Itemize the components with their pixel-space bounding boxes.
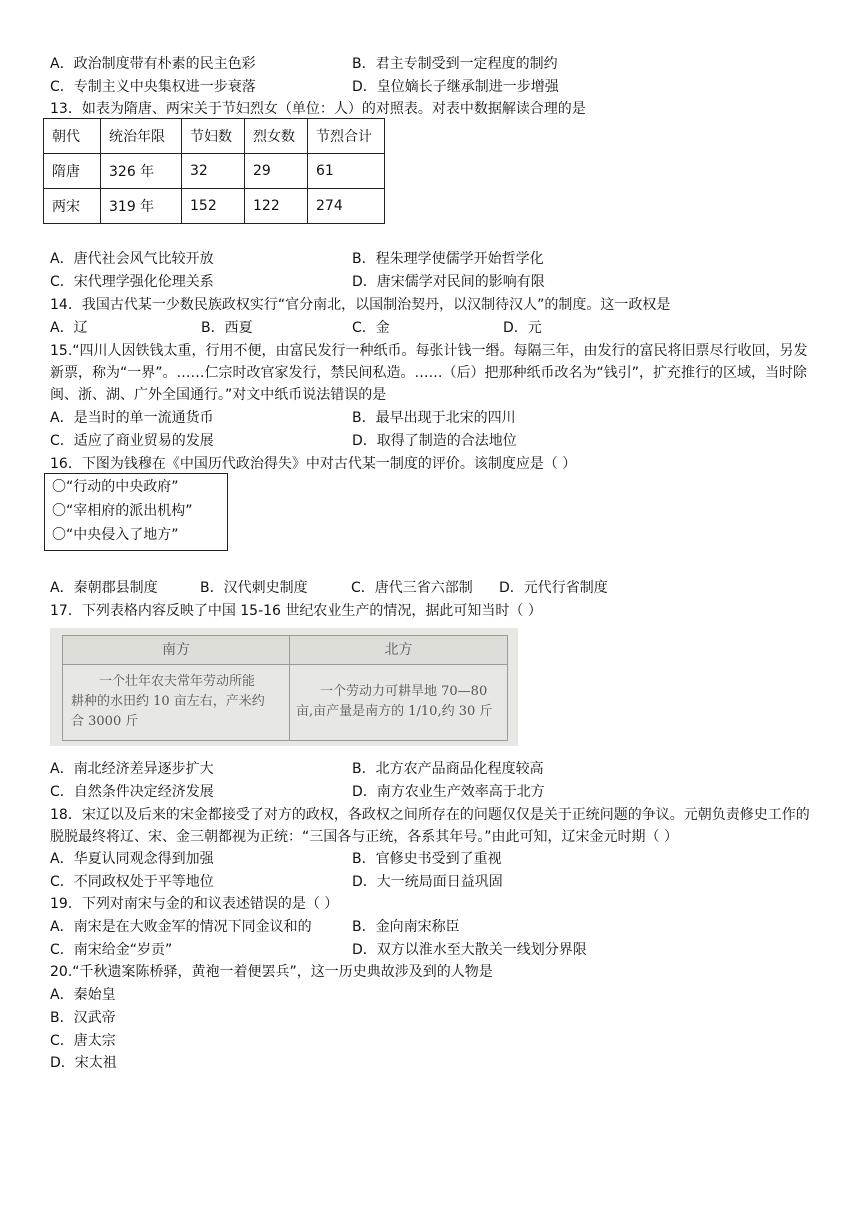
table-cell: 29	[245, 154, 308, 189]
q17-divider	[289, 636, 290, 740]
table-row	[44, 189, 385, 224]
table-cell: 61	[308, 154, 385, 189]
q16-box-line: 〇“行动的中央政府”	[52, 479, 179, 495]
q15-stem: 15.“四川人因铁钱太重，行用不便，由富民发行一种纸币。每张计钱一缗。每隔三年，由发行的富民将旧票尽行收回，另发新票，称为“一界”。……仁宗时改官家发行，禁民间私造。……（后）把那种纸币改名为“钱引”，扩充推行的区域，当时除闽、浙、湖、广外全国通行。”对文中纸币说法错误的是	[50, 343, 808, 403]
q15-option-c[interactable]: C．适应了商业贸易的发展	[50, 433, 214, 449]
q16-stem: 16．下图为钱穆在《中国历代政治得失》中对古代某一制度的评价。该制度应是（ ）	[50, 456, 577, 472]
q17-cell-north	[296, 682, 504, 722]
q15-options-row-2	[50, 431, 830, 453]
q12-option-a[interactable]: A．政治制度带有朴素的民主色彩	[50, 56, 256, 72]
q18-option-b[interactable]: B．官修史书受到了重视	[352, 851, 502, 867]
q19-option-c[interactable]: C．南宋给金“岁贡”	[50, 942, 173, 958]
q15-option-d[interactable]: D．取得了制造的合法地位	[352, 433, 517, 449]
table-row	[44, 154, 385, 189]
table-cell: 两宋	[44, 189, 101, 224]
q19-option-b[interactable]: B．金向南宋称臣	[352, 919, 460, 935]
q17-table-image	[50, 628, 518, 746]
q12-option-c[interactable]: C．专制主义中央集权进一步衰落	[50, 79, 256, 95]
q16-options-row	[50, 578, 830, 600]
q17-option-b[interactable]: B．北方农产品商品化程度较高	[352, 761, 544, 777]
q13-option-d[interactable]: D．唐宋儒学对民间的影响有限	[352, 274, 545, 290]
q14-option-a[interactable]: A．辽	[50, 320, 88, 336]
q14-stem: 14．我国古代某一少数民族政权实行“官分南北，以国制治契丹，以汉制待汉人”的制度。这一政权是	[50, 297, 671, 313]
q13-option-c[interactable]: C．宋代理学强化伦理关系	[50, 274, 214, 290]
q17-north-line: 亩,亩产量是南方的 1/10,约 30 斤	[296, 704, 493, 719]
q13-option-a[interactable]: A．唐代社会风气比较开放	[50, 251, 214, 267]
q17-south-line: 耕种的水田约 10 亩左右，产米约	[71, 694, 265, 709]
q19-option-d[interactable]: D．双方以淮水至大散关一线划分界限	[352, 942, 587, 958]
table-header-cell: 烈女数	[245, 119, 308, 154]
q16-option-c[interactable]: C．唐代三省六部制	[351, 580, 473, 596]
q18-option-d[interactable]: D．大一统局面日益巩固	[352, 874, 503, 890]
table-cell: 274	[308, 189, 385, 224]
q18-stem: 18．宋辽以及后来的宋金都接受了对方的政权，各政权之间所存在的问题仅仅是关于正统问题的争议。元朝负责修史工作的脱脱最终将辽、宋、金三朝都视为正统：“三国各与正统，各系其年号。”由此可知，辽宋金元时期（ ）	[50, 807, 810, 845]
q17-header-north: 北方	[290, 636, 507, 664]
table-header-cell: 统治年限	[101, 119, 182, 154]
q13-stem: 13．如表为隋唐、两宋关于节妇烈女（单位：人）的对照表。对表中数据解读合理的是	[50, 101, 586, 117]
q16-box-line: 〇“中央侵入了地方”	[52, 527, 179, 543]
q12-options-row-1	[50, 54, 830, 76]
q15-option-a[interactable]: A．是当时的单一流通货币	[50, 410, 214, 426]
q12-option-d[interactable]: D．皇位嫡长子继承制进一步增强	[352, 79, 559, 95]
q16-option-b[interactable]: B．汉代刺史制度	[200, 580, 308, 596]
q20-option-b[interactable]: B．汉武帝	[50, 1010, 116, 1026]
table-header-cell: 朝代	[44, 119, 101, 154]
q16-option-a[interactable]: A．秦朝郡县制度	[50, 580, 158, 596]
q12-option-b[interactable]: B．君主专制受到一定程度的制约	[352, 56, 558, 72]
q15-option-b[interactable]: B．最早出现于北宋的四川	[352, 410, 516, 426]
q12-options-row-2	[50, 77, 830, 99]
table-header-cell: 节烈合计	[308, 119, 385, 154]
table-cell: 122	[245, 189, 308, 224]
q20-stem: 20.“千秋遗案陈桥驿，黄袍一着便罢兵”，这一历史典故涉及到的人物是	[50, 964, 493, 980]
q14-option-d[interactable]: D．元	[503, 320, 542, 336]
q17-divider	[63, 664, 507, 665]
table-cell: 152	[182, 189, 245, 224]
q14-options-row	[50, 318, 830, 340]
q16-quote-box	[44, 473, 228, 551]
table-cell: 隋唐	[44, 154, 101, 189]
q16-option-d[interactable]: D．元代行省制度	[499, 580, 608, 596]
q14-option-b[interactable]: B．西夏	[201, 320, 253, 336]
q18-option-a[interactable]: A．华夏认同观念得到加强	[50, 851, 214, 867]
q18-option-c[interactable]: C．不同政权处于平等地位	[50, 874, 214, 890]
q16-box-line: 〇“宰相府的派出机构”	[52, 503, 193, 519]
q17-south-line: 一个壮年农夫常年劳动所能	[99, 674, 256, 689]
table-row	[44, 119, 385, 154]
q17-option-c[interactable]: C．自然条件决定经济发展	[50, 784, 214, 800]
q17-north-line: 一个劳动力可耕旱地 70—80	[320, 684, 488, 699]
q17-cell-south	[71, 672, 285, 732]
q17-south-line: 合 3000 斤	[71, 714, 139, 729]
q17-table	[62, 635, 508, 741]
q20-option-c[interactable]: C．唐太宗	[50, 1033, 116, 1049]
q13-option-b[interactable]: B．程朱理学使儒学开始哲学化	[352, 251, 544, 267]
q18-options-row-1	[50, 849, 830, 871]
q17-header-south: 南方	[63, 636, 289, 664]
q17-options-row-2	[50, 782, 830, 804]
q19-options-row-2	[50, 940, 830, 962]
q20-option-a[interactable]: A．秦始皇	[50, 987, 116, 1003]
q13-options-row-2	[50, 272, 830, 294]
q20-option-d[interactable]: D．宋太祖	[50, 1055, 117, 1071]
q19-option-a[interactable]: A．南宋是在大败金军的情况下同金议和的	[50, 919, 312, 935]
q17-option-a[interactable]: A．南北经济差异逐步扩大	[50, 761, 214, 777]
q15-options-row-1	[50, 408, 830, 430]
q14-option-c[interactable]: C．金	[352, 320, 390, 336]
q17-stem: 17．下列表格内容反映了中国 15-16 世纪农业生产的情况，据此可知当时（ ）	[50, 603, 542, 619]
q13-table	[43, 118, 385, 224]
table-header-cell: 节妇数	[182, 119, 245, 154]
q19-options-row-1	[50, 917, 830, 939]
table-cell: 32	[182, 154, 245, 189]
table-cell: 326 年	[101, 154, 182, 189]
q18-options-row-2	[50, 872, 830, 894]
table-cell: 319 年	[101, 189, 182, 224]
q13-options-row-1	[50, 249, 830, 271]
q19-stem: 19．下列对南宋与金的和议表述错误的是（ ）	[50, 896, 339, 912]
q17-options-row-1	[50, 759, 830, 781]
q17-option-d[interactable]: D．南方农业生产效率高于北方	[352, 784, 545, 800]
